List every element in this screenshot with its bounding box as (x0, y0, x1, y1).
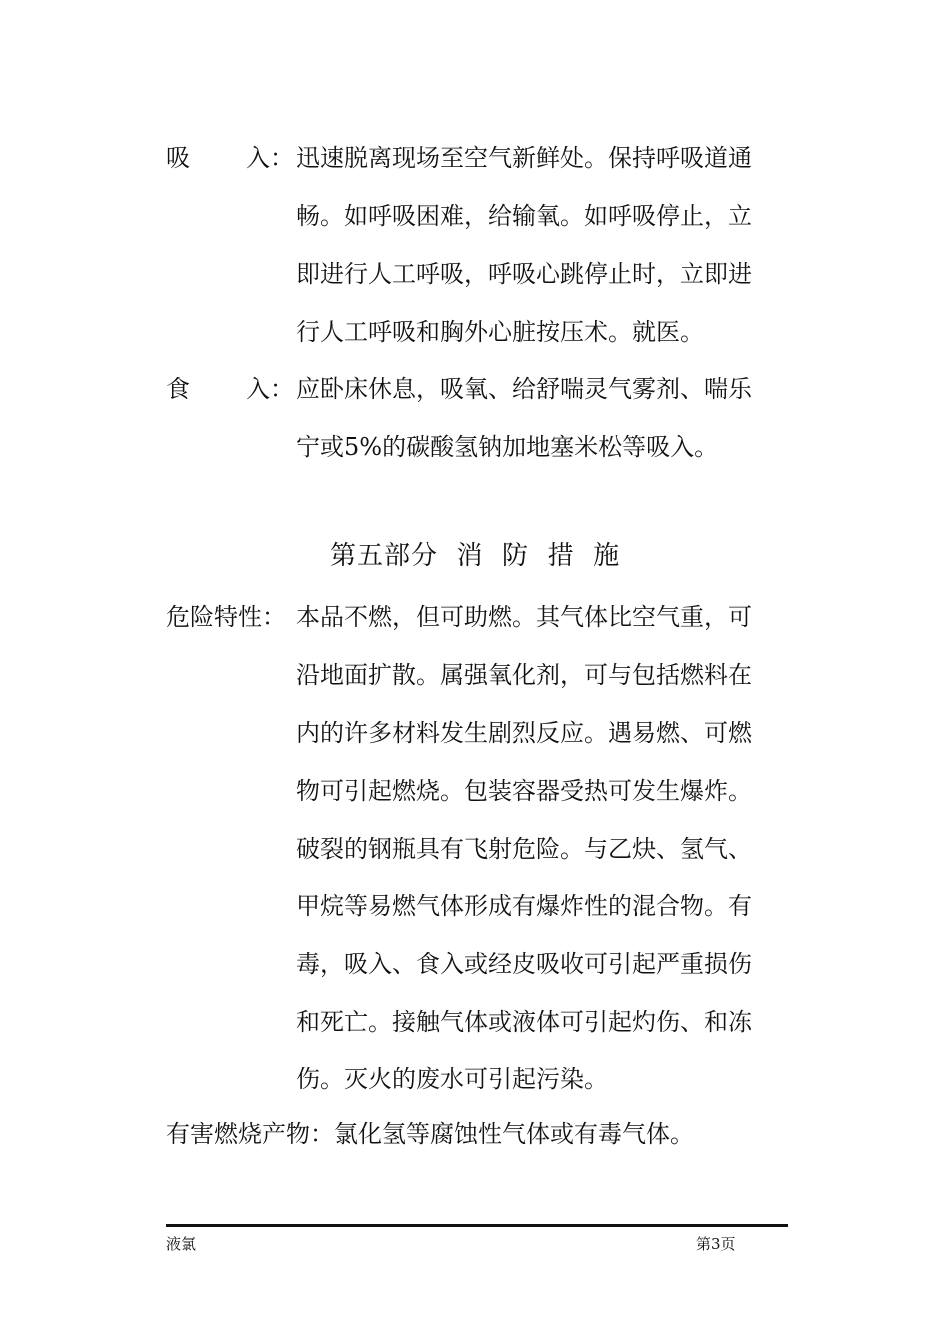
hazard-line-5: 破裂的钢瓶具有飞射危险。与乙炔、氢气、 (296, 835, 752, 863)
inhalation-line-3: 即进行人工呼吸，呼吸心跳停止时，立即进 (296, 260, 752, 288)
inhalation-label-b: 入： (246, 144, 294, 172)
footer-document-name: 液氯 (166, 1235, 197, 1253)
inhalation-line-4: 行人工呼吸和胸外心脏按压术。就医。 (296, 318, 704, 346)
ingestion-label-a: 食 (166, 375, 190, 403)
combustion-products: 有害燃烧产物：氯化氢等腐蚀性气体或有毒气体。 (166, 1120, 694, 1148)
hazard-line-8: 和死亡。接触气体或液体可引起灼伤、和冻 (296, 1008, 752, 1036)
hazard-label: 危险特性： (166, 603, 286, 631)
hazard-line-6: 甲烷等易燃气体形成有爆炸性的混合物。有 (296, 892, 752, 920)
hazard-line-4: 物可引起燃烧。包装容器受热可发生爆炸。 (296, 777, 752, 805)
ingestion-line-1: 应卧床休息，吸氧、给舒喘灵气雾剂、喘乐 (296, 375, 752, 403)
hazard-line-1: 本品不燃，但可助燃。其气体比空气重，可 (296, 603, 752, 631)
hazard-line-7: 毒，吸入、食入或经皮吸收可引起严重损伤 (296, 950, 752, 978)
ingestion-label-b: 入： (246, 375, 294, 403)
hazard-line-2: 沿地面扩散。属强氧化剂，可与包括燃料在 (296, 661, 752, 689)
inhalation-line-1: 迅速脱离现场至空气新鲜处。保持呼吸道通 (296, 144, 752, 172)
inhalation-label-a: 吸 (166, 144, 190, 172)
hazard-line-9: 伤。灭火的废水可引起污染。 (296, 1065, 608, 1093)
hazard-line-3: 内的许多材料发生剧烈反应。遇易燃、可燃 (296, 719, 752, 747)
inhalation-line-2: 畅。如呼吸困难，给输氧。如呼吸停止，立 (296, 202, 752, 230)
footer-page-number: 第3页 (696, 1235, 736, 1253)
section-heading: 第五部分 消 防 措 施 (330, 541, 621, 571)
footer-rule (166, 1224, 788, 1227)
ingestion-line-2: 宁或5%的碳酸氢钠加地塞米松等吸入。 (296, 433, 719, 461)
